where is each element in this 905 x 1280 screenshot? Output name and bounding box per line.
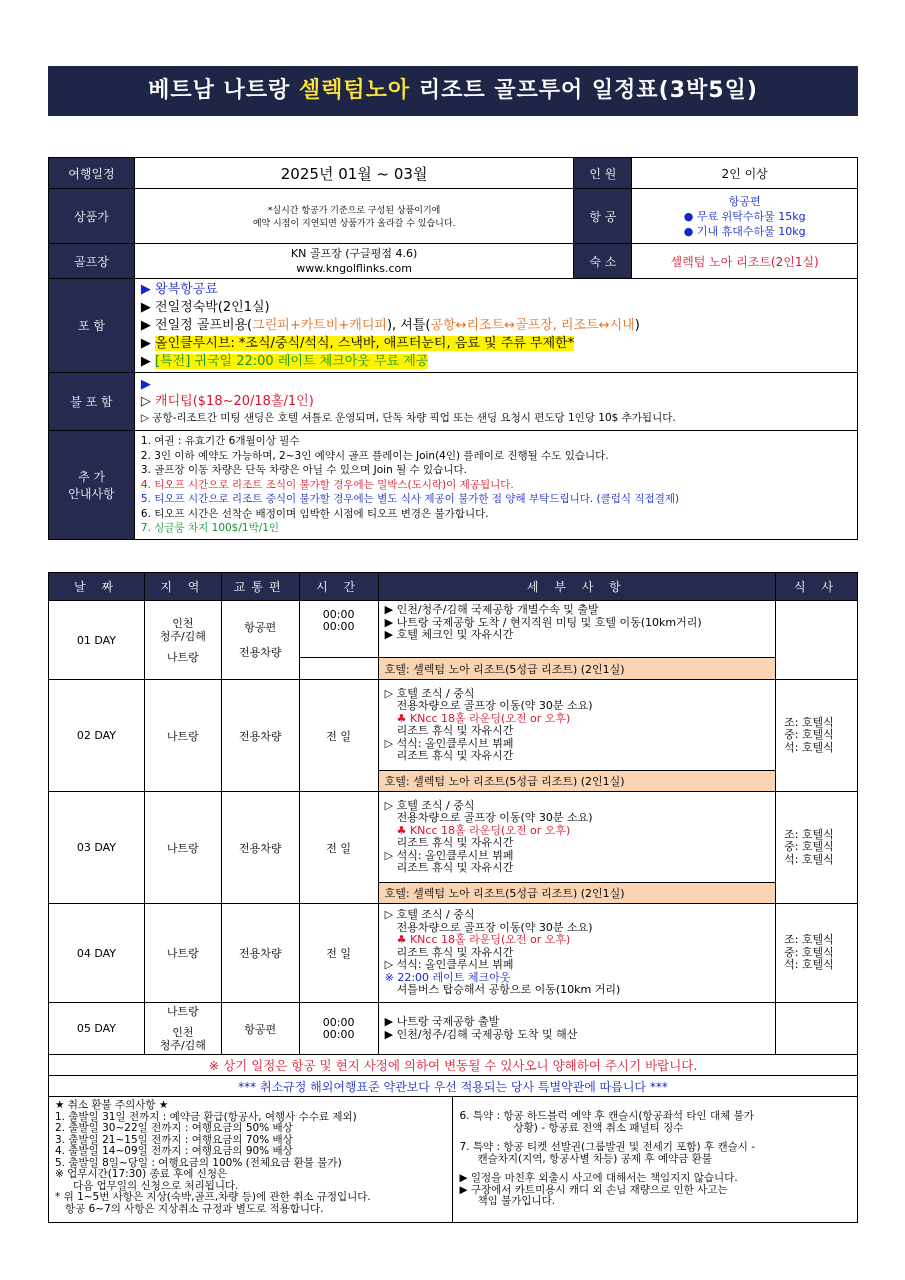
region-day2: 나트랑 <box>144 680 221 792</box>
region-day4: 나트랑 <box>144 904 221 1003</box>
meals-day1 <box>776 601 858 680</box>
air-info: 항공편 ● 무료 위탁수하물 15kg ● 기내 휴대수하물 10kg <box>632 189 858 244</box>
hotel-day3: 호텔: 셀렉텀 노아 리조트(5성급 리조트) (2인1실) <box>378 883 775 904</box>
day-4: 04 DAY <box>49 904 145 1003</box>
price-label: 상품가 <box>49 189 135 244</box>
air-label: 항 공 <box>574 189 632 244</box>
cancel-policy-left: ★ 취소 환불 주의사항 ★ 1. 출발일 31일 전까지 : 예약금 환급(항공사, 여행사 수수료 제외) 2. 출발일 30~22일 전까지 : 여행요금의 50% 배상 3. 출발일 21~15일 전까지 : 여행요금의 70% 배상 4. 출발일 14~09일 전까지 : 여행요금의 90% 배상 5. 출발일 8일~당일 : 여행요금의 100% (전체요금 환불 불가) ※ 업무시간(17:30) 종료 후에 신청은 다음 업무일의 신청으로 처리됩니다. * 위 1~5번 사항은 지상(숙박,골프,차량 등)에 관한 취소 규정입니다. 항공 6~7의 사항은 지상취소 규정과 별도로 적용합니다. <box>49 1097 453 1223</box>
header-date: 날 짜 <box>49 573 145 601</box>
hotel-value: 셀렉텀 노아 리조트(2인1실) <box>632 244 858 279</box>
cancel-policy-table <box>48 1096 858 1223</box>
time-day3: 전 일 <box>299 792 378 904</box>
hotel-day1: 호텔: 셀렉텀 노아 리조트(5성급 리조트) (2인1실) <box>378 658 775 680</box>
transport-day2: 전용차량 <box>221 680 299 792</box>
table-row <box>49 680 858 771</box>
day-1: 01 DAY <box>49 601 145 680</box>
region-day3: 나트랑 <box>144 792 221 904</box>
meals-day3: 조: 호텔식 중: 호텔식 석: 호텔식 <box>776 792 858 904</box>
meals-day4: 조: 호텔식 중: 호텔식 석: 호텔식 <box>776 904 858 1003</box>
extra-label: 추 가 안내사항 <box>49 431 135 540</box>
schedule-table <box>48 572 858 1097</box>
time-day2: 전 일 <box>299 680 378 792</box>
details-day2: ▷ 호텔 조식 / 중식 전용차량으로 골프장 이동(약 30분 소요) ♣ KNcc 18홀 라운딩(오전 or 오후) 리조트 휴식 및 자유시간 ▷ 석식: 올인클루시브 뷔페 리조트 휴식 및 자유시간 <box>378 680 775 771</box>
meals-day5 <box>776 1003 858 1055</box>
price-note: *실시간 항공가 기준으로 구성된 상품이기에 예약 시점이 지연되면 상품가가 올라갈 수 있습니다. <box>134 189 573 244</box>
notice-cancel-policy: *** 취소규정 해외여행표준 약관보다 우선 적용되는 당사 특별약관에 따릅니다 *** <box>49 1076 858 1097</box>
period-label: 여행일정 <box>49 158 135 189</box>
day-2: 02 DAY <box>49 680 145 792</box>
hotel-day2: 호텔: 셀렉텀 노아 리조트(5성급 리조트) (2인1실) <box>378 771 775 792</box>
transport-day3: 전용차량 <box>221 792 299 904</box>
exclude-list: ▶ ▷ 캐디팁($18~20/18홀/1인) ▷ 공항-리조트간 미팅 샌딩은 호텔 셔틀로 운영되며, 단독 차량 픽업 또는 샌딩 요청시 편도당 1인당 10$ 추가됩니다. <box>134 373 857 431</box>
golf-info: KN 골프장 (구글평점 4.6) www.kngolflinks.com <box>134 244 573 279</box>
page-title: 베트남 나트랑 셀렉텀노아 리조트 골프투어 일정표(3박5일) <box>48 66 858 116</box>
region-day1: 인천 청주/김해 나트랑 <box>144 601 221 680</box>
exclude-label: 불 포 함 <box>49 373 135 431</box>
golf-label: 골프장 <box>49 244 135 279</box>
day-3: 03 DAY <box>49 792 145 904</box>
details-day3: ▷ 호텔 조식 / 중식 전용차량으로 골프장 이동(약 30분 소요) ♣ KNcc 18홀 라운딩(오전 or 오후) 리조트 휴식 및 자유시간 ▷ 석식: 올인클루시브 뷔페 리조트 휴식 및 자유시간 <box>378 792 775 883</box>
include-label: 포 함 <box>49 279 135 373</box>
notice-change: ※ 상기 일정은 항공 및 현지 사정에 의하여 변동될 수 있사오니 양해하여 주시기 바랍니다. <box>49 1055 858 1076</box>
people-label: 인 원 <box>574 158 632 189</box>
time-day1: 00:00 00:00 <box>299 601 378 658</box>
info-table <box>48 157 858 540</box>
header-region: 지 역 <box>144 573 221 601</box>
region-day5: 나트랑 인천 청주/김해 <box>144 1003 221 1055</box>
header-meals: 식 사 <box>776 573 858 601</box>
table-row <box>49 1003 858 1055</box>
details-day1: ▶ 인천/청주/김해 국제공항 개별수속 및 출발 ▶ 나트랑 국제공항 도착 / 현지직원 미팅 및 호텔 이동(10km거리) ▶ 호텔 체크인 및 자유시간 <box>378 601 775 658</box>
people-value: 2인 이상 <box>632 158 858 189</box>
include-list: ▶ 왕복항공료 ▶ 전일정숙박(2인1실) ▶ 전일정 골프비용(그린피+카트비+캐디피), 셔틀(공항↔리조트↔골프장, 리조트↔시내) ▶ 올인클루시브: *조식/중식/석식, 스낵바, 애프터눈티, 음료 및 주류 무제한* ▶ [특전] 귀국일 22:00 레이트 체크아웃 무료 제공 <box>134 279 857 373</box>
time-day5: 00:00 00:00 <box>299 1003 378 1055</box>
transport-day4: 전용차량 <box>221 904 299 1003</box>
day-5: 05 DAY <box>49 1003 145 1055</box>
title-highlight: 셀렉텀노아 <box>298 78 411 103</box>
header-transport: 교통편 <box>221 573 299 601</box>
details-day5: ▶ 나트랑 국제공항 출발 ▶ 인천/청주/김해 국제공항 도착 및 해산 <box>378 1003 775 1055</box>
table-row <box>49 601 858 658</box>
time-day4: 전 일 <box>299 904 378 1003</box>
hotel-label: 숙 소 <box>574 244 632 279</box>
meals-day2: 조: 호텔식 중: 호텔식 석: 호텔식 <box>776 680 858 792</box>
cancel-policy-right: 6. 특약 : 항공 하드블럭 예약 후 캔슬시(항공좌석 타인 대체 불가 상황) - 항공료 전액 취소 패널티 징수 7. 특약 : 항공 티켓 선발권(그룹발권 및 전세기 포함) 후 캔슬시 - 캔슬차지(지역, 항공사별 차등) 공제 후 예약금 환불 ▶ 일정을 마친후 외출시 사고에 대해서는 책임지지 않습니다. ▶ 구장에서 카트미용시 캐디 외 손님 재량으로 인한 사고는 책임 불가입니다. <box>453 1097 858 1223</box>
table-row <box>49 792 858 883</box>
transport-day1: 항공편 전용차량 <box>221 601 299 680</box>
transport-day5: 항공편 <box>221 1003 299 1055</box>
header-time: 시 간 <box>299 573 378 601</box>
details-day4: ▷ 호텔 조식 / 중식 전용차량으로 골프장 이동(약 30분 소요) ♣ KNcc 18홀 라운딩(오전 or 오후) 리조트 휴식 및 자유시간 ▷ 석식: 올인클루시브 뷔페 ※ 22:00 레이트 체크아웃 셔틀버스 탑승해서 공항으로 이동(10km 거리) <box>378 904 775 1003</box>
period-value: 2025년 01월 ~ 03월 <box>134 158 573 189</box>
header-details: 세 부 사 항 <box>378 573 775 601</box>
extra-notes: 1. 여권 : 유효기간 6개월이상 필수 2. 3인 이하 예약도 가능하며, 2~3인 예약시 골프 플레이는 Join(4인) 플레이로 진행될 수도 있습니다. 3. 골프장 이동 차량은 단독 차량은 아닐 수 있으며 Join 될 수 있습니다. 4. 티오프 시간으로 리조트 조식이 불가할 경우에는 밀박스(도시락)이 제공됩니다. 5. 티오프 시간으로 리조트 중식이 불가할 경우에는 별도 식사 제공이 불가한 점 양해 부탁드립니다. (클럽식 직접결제) 6. 티오프 시간은 선착순 배정이며 임박한 시점에 티오프 변경은 불가합니다. 7. 싱글룸 차지 100$/1박/1인 <box>134 431 857 540</box>
table-row <box>49 904 858 1003</box>
